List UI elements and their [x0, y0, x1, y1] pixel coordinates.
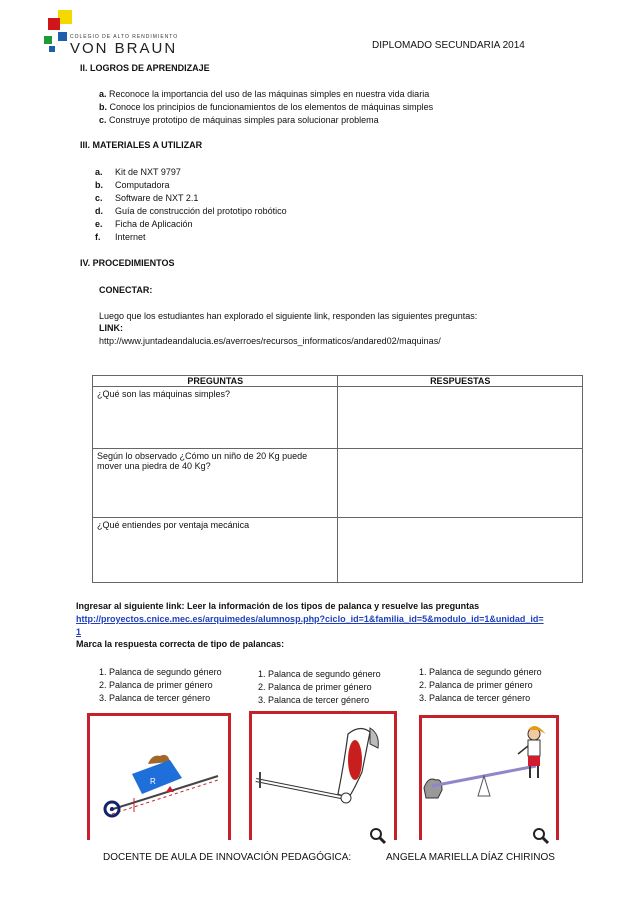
question-cell: Según lo observado ¿Cómo un niño de 20 Kg puede mover una piedra de 40 Kg?: [93, 449, 338, 518]
magnifier-icon[interactable]: [532, 827, 550, 845]
table-row: [93, 518, 583, 583]
material-item-a: a. Kit de NXT 9797: [95, 167, 181, 177]
link-label: LINK:: [99, 323, 123, 333]
answer-cell[interactable]: [338, 387, 583, 449]
material-item-f: f. Internet: [95, 232, 146, 242]
footer-teacher-name: ANGELA MARIELLA DÍAZ CHIRINOS: [386, 852, 555, 863]
question-cell: ¿Qué son las máquinas simples?: [93, 387, 338, 449]
material-item-d: d. Guía de construcción del prototipo robótico: [95, 206, 287, 216]
marca-instruction: Marca la respuesta correcta de tipo de palancas:: [76, 639, 285, 649]
seesaw-image: [419, 715, 559, 840]
logro-item-c: c. Construye prototipo de máquinas simples para solucionar problema: [99, 115, 379, 125]
arm-lever-icon: [252, 714, 394, 840]
cnice-link-cont[interactable]: 1: [76, 627, 82, 637]
magnifier-icon[interactable]: [369, 827, 387, 845]
ingresar-text: Ingresar al siguiente link: Leer la información de los tipos de palanca y resuelve las preguntas: [76, 601, 480, 611]
option-item[interactable]: 2. Palanca de primer género: [419, 680, 533, 690]
material-item-c: c. Software de NXT 2.1: [95, 193, 199, 203]
option-item[interactable]: 2. Palanca de primer género: [258, 682, 372, 692]
options-col-2: [258, 668, 381, 707]
options-col-1: [99, 666, 222, 705]
header-preguntas: PREGUNTAS: [93, 376, 338, 387]
option-item[interactable]: 3. Palanca de tercer género: [419, 693, 531, 703]
option-item[interactable]: 2. Palanca de primer género: [99, 680, 213, 690]
seesaw-icon: [422, 718, 556, 840]
material-item-e: e. Ficha de Aplicación: [95, 219, 193, 229]
logo-subtitle: COLEGIO DE ALTO RENDIMIENTO: [70, 34, 179, 40]
table-row: [93, 387, 583, 449]
conectar-heading: CONECTAR:: [99, 285, 153, 295]
conectar-intro: Luego que los estudiantes han explorado el siguiente link, responden las siguientes preguntas:: [99, 311, 478, 321]
wheelbarrow-letter: R: [150, 777, 156, 786]
logro-item-b: b. Conoce los principios de funcionamientos de los elementos de máquinas simples: [99, 102, 434, 112]
option-item[interactable]: 3. Palanca de tercer género: [99, 693, 211, 703]
option-item[interactable]: 1. Palanca de segundo género: [419, 667, 542, 677]
andalucia-link[interactable]: http://www.juntadeandalucia.es/averroes/recursos_informaticos/andared02/maquinas/: [99, 336, 441, 346]
logro-item-a: a. Reconoce la importancia del uso de las máquinas simples en nuestra vida diaria: [99, 89, 430, 99]
option-item[interactable]: 3. Palanca de tercer género: [258, 695, 370, 705]
cnice-link[interactable]: http://proyectos.cnice.mec.es/arquimedes/alumnosp.php?ciclo_id=1&familia_id=5&modulo_id=1&unidad_id=: [76, 614, 544, 624]
option-item[interactable]: 1. Palanca de segundo género: [258, 669, 381, 679]
answer-cell[interactable]: [338, 449, 583, 518]
page-header-title: DIPLOMADO SECUNDARIA 2014: [372, 40, 525, 51]
table-header-row: [93, 376, 583, 387]
table-row: [93, 449, 583, 518]
questions-table: [92, 375, 583, 583]
footer-teacher-role: DOCENTE DE AULA DE INNOVACIÓN PEDAGÓGICA:: [103, 852, 352, 863]
logo-name: VON BRAUN: [70, 40, 178, 57]
wheelbarrow-image: [87, 713, 231, 840]
section-4-title: IV. PROCEDIMIENTOS: [80, 258, 175, 268]
arm-image: [249, 711, 397, 840]
header-respuestas: RESPUESTAS: [338, 376, 583, 387]
answer-cell[interactable]: [338, 518, 583, 583]
wheelbarrow-icon: [90, 716, 228, 840]
section-2-title: II. LOGROS DE APRENDIZAJE: [80, 63, 210, 73]
options-col-3: [419, 666, 542, 705]
material-item-b: b. Computadora: [95, 180, 170, 190]
question-cell: ¿Qué entiendes por ventaja mecánica: [93, 518, 338, 583]
option-item[interactable]: 1. Palanca de segundo género: [99, 667, 222, 677]
section-3-title: III. MATERIALES A UTILIZAR: [80, 140, 203, 150]
